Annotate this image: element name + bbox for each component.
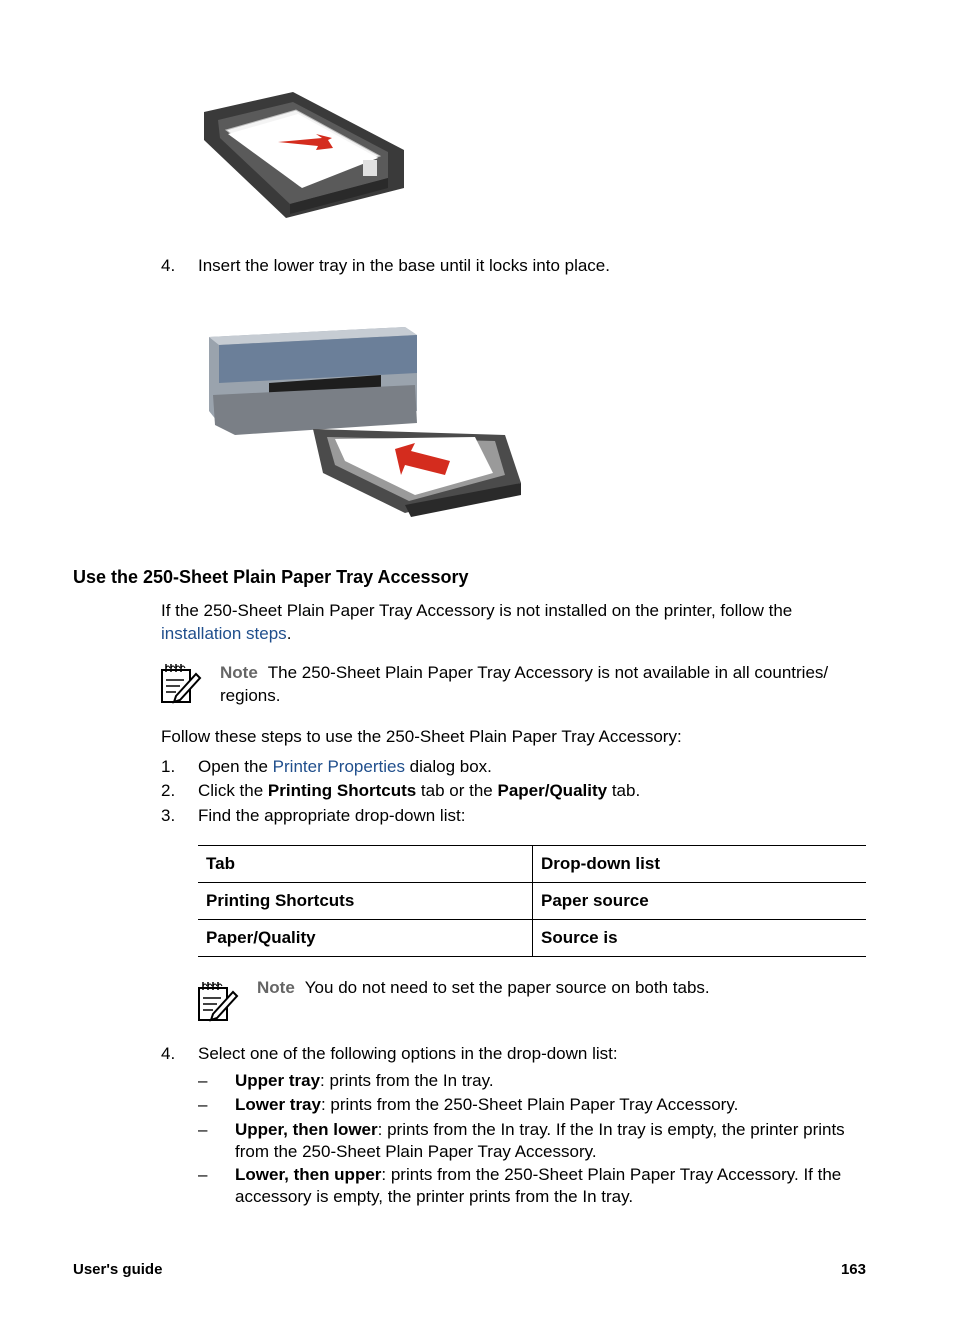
step-text: dialog box. [404,757,492,776]
step-number: 4. [161,256,176,275]
page-number: 163 [840,1261,866,1278]
table-header-row [198,846,866,883]
option-item [235,1094,875,1116]
step-1 [198,757,492,777]
step-text: Open the [198,757,273,776]
note-icon [197,980,239,1024]
option-item [235,1164,875,1208]
table-header-cell: Drop-down list [533,846,867,883]
note-text: You do not need to set the paper source on both tabs. [304,978,710,997]
table-cell: Printing Shortcuts [198,883,533,920]
intro-end: . [286,624,292,643]
step-2 [198,781,640,801]
table-row [198,920,866,957]
step-text: Insert the lower tray in the base until it locks into place. [198,256,610,275]
option-desc: : prints from the In tray. If the In tray is empty, the printer prints from the 250-Sheet Plain Paper Tray Accessory. [235,1120,845,1161]
option-desc: : prints from the 250-Sheet Plain Paper Tray Accessory. If the accessory is empty, the printer prints from the In tray. [235,1165,842,1206]
note-label: Note [257,978,295,997]
footer-title: User's guide [73,1261,163,1278]
option-name: Lower, then upper [235,1165,382,1184]
step-bold: Paper/Quality [497,781,608,800]
step-text: Click the [198,781,268,800]
note-2 [257,978,877,998]
list-dash: – [198,1071,208,1090]
step-bold: Printing Shortcuts [267,781,417,800]
paper-tray-illustration [198,90,410,220]
option-item [235,1070,875,1092]
printer-tray-illustration [205,325,525,517]
list-dash: – [198,1165,208,1184]
step-number: 1. [161,757,176,776]
table-cell: Paper source [533,883,867,920]
note-text: The 250-Sheet Plain Paper Tray Accessory is not available in all countries/ [267,663,829,682]
printer-properties-link[interactable]: Printer Properties [272,757,405,776]
option-name: Upper tray [235,1071,321,1090]
option-desc: : prints from the 250-Sheet Plain Paper Tray Accessory. [320,1095,739,1114]
option-item [235,1119,875,1163]
option-name: Lower tray [235,1095,321,1114]
intro-paragraph [161,599,861,645]
section-heading: Use the 250-Sheet Plain Paper Tray Accessory [73,567,469,587]
note-icon [160,662,202,706]
step-number: 2. [161,781,176,800]
note-1 [220,661,880,707]
installation-steps-link[interactable]: installation steps [161,624,287,643]
list-dash: – [198,1095,208,1114]
note-label: Note [220,663,258,682]
note-text-cont: regions. [220,686,281,705]
option-name: Upper, then lower [235,1120,378,1139]
step-number: 4. [161,1044,176,1063]
step-4: Select one of the following options in the drop-down list: [198,1044,618,1063]
step-number: 3. [161,806,176,825]
table-cell: Paper/Quality [198,920,533,957]
table-header-cell: Tab [198,846,533,883]
table-cell: Source is [533,920,867,957]
step-3: Find the appropriate drop-down list: [198,806,466,825]
option-desc: : prints from the In tray. [320,1071,494,1090]
table-row [198,883,866,920]
dropdown-table [198,845,866,957]
step-text: tab. [607,781,641,800]
intro-text: If the 250-Sheet Plain Paper Tray Accessory is not installed on the printer, follow the [161,601,793,620]
step-text: tab or the [416,781,498,800]
follow-text: Follow these steps to use the 250-Sheet Plain Paper Tray Accessory: [161,727,682,746]
list-dash: – [198,1120,208,1139]
